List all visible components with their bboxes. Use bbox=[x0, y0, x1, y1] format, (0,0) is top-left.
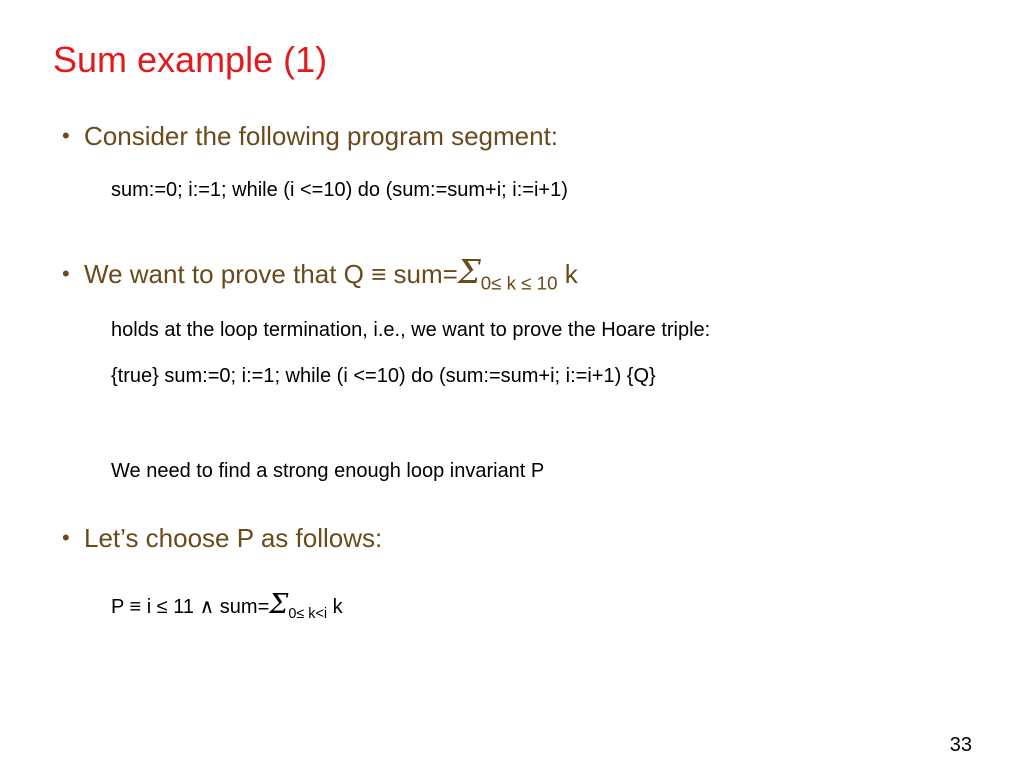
invariant-need-line: We need to find a strong enough loop invariant P bbox=[111, 460, 545, 482]
program-segment: sum:=0; i:=1; while (i <=10) do (sum:=sum+i; i:=i+1) bbox=[111, 179, 568, 201]
bullet-text: Consider the following program segment: bbox=[84, 121, 559, 151]
p-definition bbox=[111, 589, 343, 623]
sum-subscript: 0≤ k ≤ 10 bbox=[480, 272, 558, 294]
bullet-marker: • bbox=[62, 525, 70, 550]
bullet-choose-p bbox=[62, 523, 382, 554]
bullet-text: We want to prove that Q ≡ sum= bbox=[84, 259, 458, 289]
bullet-consider bbox=[62, 121, 558, 152]
sigma-symbol: Σ bbox=[269, 589, 289, 620]
bullet-text-tail: k bbox=[557, 259, 578, 289]
hoare-triple: {true} sum:=0; i:=1; while (i <=10) do (sum:=sum+i; i:=i+1) {Q} bbox=[111, 365, 656, 387]
bullet-want-to-prove bbox=[62, 253, 578, 295]
bullet-text: Let’s choose P as follows: bbox=[84, 523, 383, 553]
p-definition-tail: k bbox=[327, 596, 343, 618]
holds-line: holds at the loop termination, i.e., we want to prove the Hoare triple: bbox=[111, 319, 711, 341]
page-number: 33 bbox=[949, 734, 972, 756]
sum-subscript: 0≤ k<i bbox=[288, 606, 328, 623]
bullet-marker: • bbox=[62, 261, 70, 286]
bullet-marker: • bbox=[62, 123, 70, 148]
p-definition-text: P ≡ i ≤ 11 ∧ sum= bbox=[111, 596, 270, 618]
slide-title: Sum example (1) bbox=[53, 39, 328, 80]
sigma-symbol: Σ bbox=[457, 253, 481, 291]
